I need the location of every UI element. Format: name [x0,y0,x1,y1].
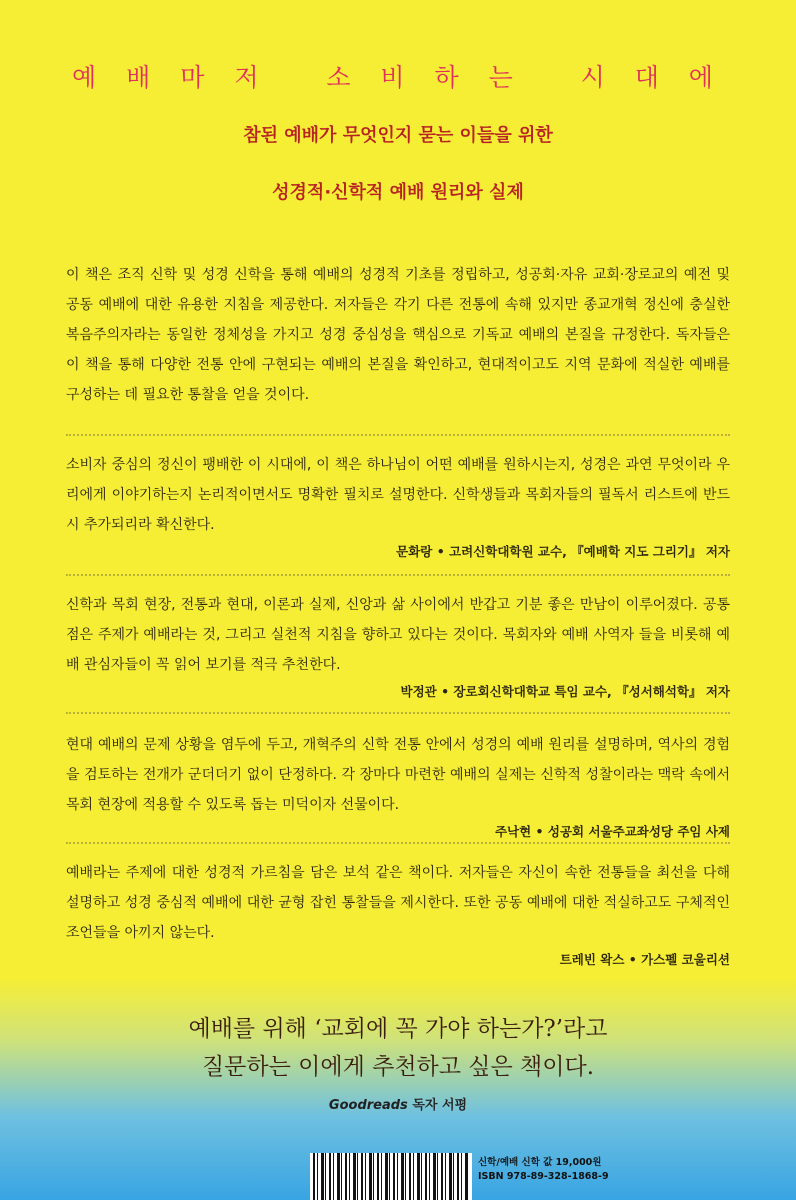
endorsement-text: 현대 예배의 문제 상황을 염두에 두고, 개혁주의 신학 전통 안에서 성경의 예배 원리를 설명하며, 역사의 경험을 검토하는 전개가 군더더기 없이 단정하다. 각 장마다 마련한 예배의 실제는 신학적 성찰이라는 맥락 속에서 목회 현장에 적용할 수 있도록 돕는 미덕이자 선물이다. [66,737,730,813]
cover-subtitle-line2: 성경적·신학적 예배 원리와 실제 [272,182,524,203]
cover-subtitle-line1: 참된 예배가 무엇인지 묻는 이들을 위한 [243,125,553,146]
review-source-site: Goodreads [328,1098,408,1113]
cover-kicker: 예 배 마 저 소 비 하 는 시 대 에 [72,63,724,92]
endorsement-signature: 문화랑 • 고려신학대학원 교수, 『예배학 지도 그리기』 저자 [396,544,730,559]
divider [66,434,730,436]
endorsement-1 [66,450,730,564]
price-box [478,1156,618,1184]
endorsement-signature: 박정관 • 장로회신학대학교 특임 교수, 『성서해석학』 저자 [400,684,730,699]
endorsement-text: 신학과 목회 현장, 전통과 현대, 이론과 실제, 신앙과 삶 사이에서 반갑고 기분 좋은 만남이 이루어졌다. 공통점은 주제가 예배라는 것, 그리고 실천적 지침을 향하고 있다는 것이다. 목회자와 예배 사역자 들을 비롯해 예배 관심자들이 꼭 읽어 보기를 적극 추천한다. [66,597,730,673]
endorsement-text: 예배라는 주제에 대한 성경적 가르침을 담은 보석 같은 책이다. 저자들은 자신이 속한 전통들을 최선을 다해 설명하고 성경 중심적 예배에 대한 균형 잡힌 통찰들을 제시한다. 또한 공동 예배에 대한 적실하고도 구체적인 조언들을 아끼지 않는다. [66,865,730,941]
endorsement-signature: 주낙현 • 성공회 서울주교좌성당 주임 사제 [494,824,730,839]
divider [66,712,730,714]
endorsement-4 [66,858,730,972]
endorsement-text: 소비자 중심의 정신이 팽배한 이 시대에, 이 책은 하나님이 어떤 예배를 원하시는지, 성경은 과연 무엇이라 우리에게 이야기하는지 논리적이면서도 명확한 필치로 설명한다. 신학생들과 목회자들의 필독서 리스트에 반드시 추가되리라 확신한다. [66,457,730,533]
isbn-barcode [310,1153,472,1200]
price-text: 신학/예배 신학 값 19,000원 [478,1157,602,1168]
isbn-text: ISBN 978-89-328-1868-9 [478,1171,609,1182]
review-source [0,1094,796,1113]
divider [66,842,730,844]
review-quote-line1: 예배를 위해 ‘교회에 꼭 가야 하는가?’라고 [188,1016,608,1042]
endorsement-2 [66,590,730,704]
endorsement-signature: 트레빈 왁스 • 가스펠 코울리션 [559,952,730,967]
endorsement-3 [66,730,730,844]
review-quote-line2: 질문하는 이에게 추천하고 싶은 책이다. [201,1054,595,1080]
review-source-label: 독자 서평 [412,1098,468,1113]
intro-paragraph: 이 책은 조직 신학 및 성경 신학을 통해 예배의 성경적 기초를 정립하고, 성공회·자유 교회·장로교의 예전 및 공동 예배에 대한 유용한 지침을 제공한다. 저자들은 각기 다른 전통에 속해 있지만 종교개혁 정신에 충실한 복음주의자라는 동일한 정체성을 가지고 성경 중심성을 핵심으로 기독교 예배의 본질을 규정한다. 독자들은 이 책을 통해 다양한 전통 안에 구현되는 예배의 본질을 확인하고, 현대적이고도 지역 문화에 적실한 예배를 구성하는 데 필요한 통찰을 얻을 것이다. [66,267,730,403]
divider [66,574,730,576]
